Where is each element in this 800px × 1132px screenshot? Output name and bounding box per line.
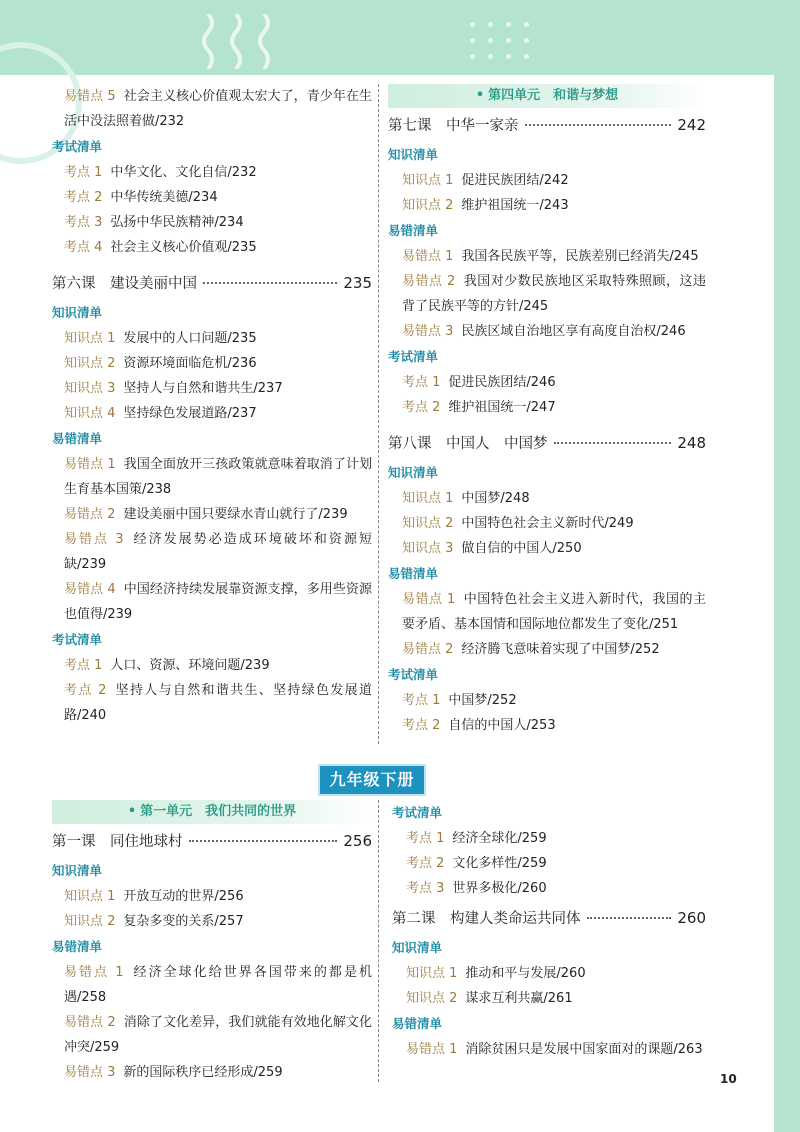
section-header: 易错清单 (388, 566, 439, 581)
left-top-column (52, 84, 372, 728)
lesson-page: 248 (677, 434, 706, 452)
right-bottom-column (392, 800, 706, 1062)
wave-decoration-icon (256, 14, 272, 69)
right-edge-band (774, 0, 800, 1132)
list-item: 知识点 1 推动和平与发展/260 (406, 966, 586, 981)
list-item: 易错点 3 新的国际秩序已经形成/259 (64, 1065, 283, 1080)
section-header: 考试清单 (52, 139, 103, 154)
list-item: 考点 2 文化多样性/259 (406, 856, 547, 871)
lesson-title: 第一课 同住地球村 (52, 834, 183, 850)
unit-title: • 第一单元 我们共同的世界 (52, 800, 372, 824)
lesson-page: 235 (343, 274, 372, 292)
list-item: 考点 1 人口、资源、环境问题/239 (64, 658, 270, 673)
list-item: 知识点 3 做自信的中国人/250 (402, 541, 582, 556)
list-item: 知识点 2 复杂多变的关系/257 (64, 914, 244, 929)
section-header: 知识清单 (388, 465, 439, 480)
section-header: 易错清单 (388, 223, 439, 238)
list-item: 考点 1 中国梦/252 (402, 693, 517, 708)
lesson-page: 256 (343, 832, 372, 850)
section-header: 考试清单 (388, 349, 439, 364)
list-item: 易错点 1 消除贫困只是发展中国家面对的课题/263 (406, 1042, 703, 1057)
right-top-column (388, 84, 706, 738)
section-header: 知识清单 (52, 305, 103, 320)
list-item: 易错点 4 中国经济持续发展靠资源支撑，多用些资源也值得/239 (64, 582, 372, 622)
list-item: 易错点 3 经济发展势必造成环境破坏和资源短缺/239 (64, 532, 372, 572)
list-item: 知识点 2 中国特色社会主义新时代/249 (402, 516, 634, 531)
lesson-title: 第七课 中华一家亲 (388, 118, 519, 134)
list-item: 知识点 1 开放互动的世界/256 (64, 889, 244, 904)
section-header: 考试清单 (52, 632, 103, 647)
list-item: 易错点 5 社会主义核心价值观太宏大了，青少年在生活中没法照着做/232 (64, 89, 372, 129)
dot-grid-decoration (470, 22, 530, 72)
section-header: 考试清单 (392, 805, 443, 820)
list-item: 考点 2 维护祖国统一/247 (402, 400, 556, 415)
section-header: 易错清单 (52, 431, 103, 446)
list-item: 易错点 2 我国对少数民族地区采取特殊照顾，这违背了民族平等的方针/245 (402, 274, 706, 314)
list-item: 考点 1 促进民族团结/246 (402, 375, 556, 390)
list-item: 知识点 1 中国梦/248 (402, 491, 530, 506)
unit-title: • 第四单元 和谐与梦想 (388, 84, 706, 108)
list-item: 知识点 3 坚持人与自然和谐共生/237 (64, 381, 283, 396)
grade-banner: 九年级下册 (318, 764, 426, 796)
list-item: 考点 2 坚持人与自然和谐共生、坚持绿色发展道路/240 (64, 683, 372, 723)
column-divider (378, 84, 379, 744)
list-item: 考点 3 弘扬中华民族精神/234 (64, 215, 244, 230)
left-bottom-column (52, 800, 372, 1085)
section-header: 易错清单 (392, 1016, 443, 1031)
section-header: 知识清单 (392, 940, 443, 955)
list-item: 考点 1 经济全球化/259 (406, 831, 547, 846)
lesson-title-row[interactable] (388, 426, 706, 460)
section-header: 易错清单 (52, 939, 103, 954)
lesson-title-row[interactable] (52, 824, 372, 858)
list-item: 易错点 3 民族区域自治地区享有高度自治权/246 (402, 324, 686, 339)
list-item: 知识点 2 资源环境面临危机/236 (64, 356, 257, 371)
list-item: 易错点 1 我国各民族平等，民族差别已经消失/245 (402, 249, 699, 264)
list-item: 考点 4 社会主义核心价值观/235 (64, 240, 257, 255)
section-header: 知识清单 (52, 863, 103, 878)
lesson-title-row[interactable] (392, 901, 706, 935)
list-item: 知识点 4 坚持绿色发展道路/237 (64, 406, 257, 421)
list-item: 考点 3 世界多极化/260 (406, 881, 547, 896)
wave-decoration-icon (200, 14, 216, 69)
list-item: 知识点 2 谋求互利共赢/261 (406, 991, 573, 1006)
lesson-page: 260 (677, 909, 706, 927)
list-item: 易错点 1 经济全球化给世界各国带来的都是机遇/258 (64, 965, 372, 1005)
list-item: 知识点 2 维护祖国统一/243 (402, 198, 569, 213)
list-item: 知识点 1 促进民族团结/242 (402, 173, 569, 188)
lesson-title-row[interactable] (52, 266, 372, 300)
list-item: 知识点 1 发展中的人口问题/235 (64, 331, 257, 346)
list-item: 易错点 2 经济腾飞意味着实现了中国梦/252 (402, 642, 660, 657)
lesson-page: 242 (677, 116, 706, 134)
list-item: 易错点 2 建设美丽中国只要绿水青山就行了/239 (64, 507, 348, 522)
column-divider (378, 800, 379, 1082)
page-number: 10 (720, 1072, 737, 1086)
lesson-title-row[interactable] (388, 108, 706, 142)
lesson-title: 第八课 中国人 中国梦 (388, 436, 548, 452)
section-header: 知识清单 (388, 147, 439, 162)
lesson-title: 第六课 建设美丽中国 (52, 276, 197, 292)
list-item: 易错点 1 我国全面放开三孩政策就意味着取消了计划生育基本国策/238 (64, 457, 372, 497)
list-item: 考点 2 中华传统美德/234 (64, 190, 218, 205)
list-item: 考点 1 中华文化、文化自信/232 (64, 165, 257, 180)
list-item: 易错点 1 中国特色社会主义进入新时代，我国的主要矛盾、基本国情和国际地位都发生了变化/251 (402, 592, 706, 632)
list-item: 易错点 2 消除了文化差异，我们就能有效地化解文化冲突/259 (64, 1015, 372, 1055)
list-item: 考点 2 自信的中国人/253 (402, 718, 556, 733)
section-header: 考试清单 (388, 667, 439, 682)
wave-decoration-icon (228, 14, 244, 69)
lesson-title: 第二课 构建人类命运共同体 (392, 911, 581, 927)
header-band (0, 0, 800, 75)
